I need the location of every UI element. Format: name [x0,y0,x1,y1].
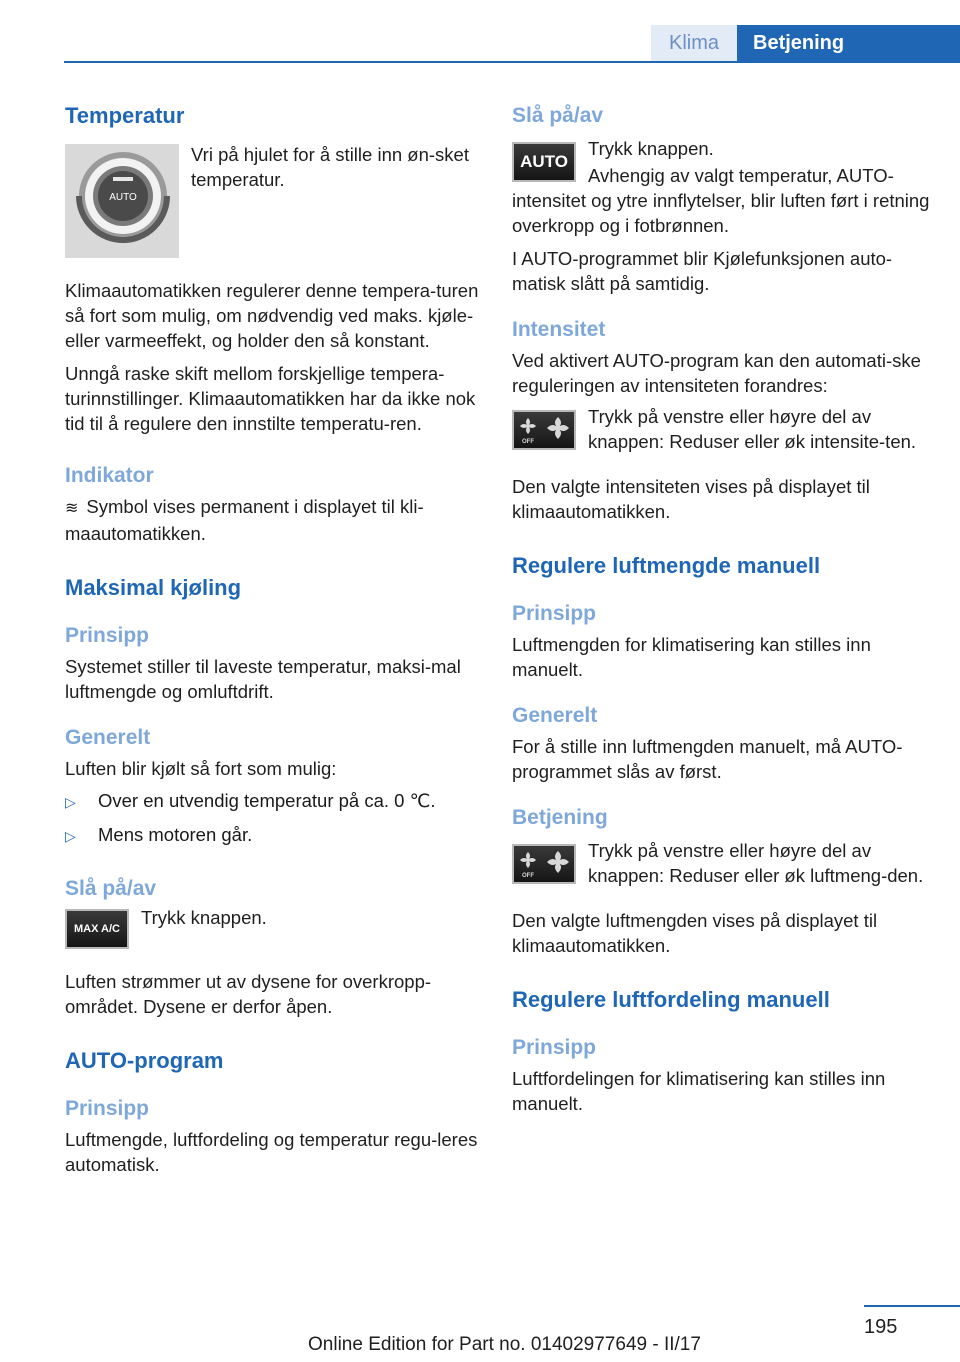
temperatur-caption: Vri på hjulet for å stille inn øn-sket temperatur. [191,144,469,190]
fan-icon [514,846,574,882]
indikator-heading: Indikator [65,464,154,487]
svg-text:OFF: OFF [522,873,534,879]
sla-pa-av-heading: Slå på/av [65,877,157,900]
lm-betjening-caption: Trykk på venstre eller høyre del av knappen: Reduser eller øk luftmeng-den. [588,840,924,886]
temperature-knob-image [65,144,179,258]
fan-icon [514,412,574,448]
prinsipp-heading: Prinsipp [65,624,150,647]
footer-edition: Online Edition for Part no. 01402977649 - II/17 [308,1334,701,1355]
lm-betjening-heading: Betjening [512,806,608,829]
header-rule [64,61,960,63]
maksimal-kjoling-heading: Maksimal kjøling [65,575,242,600]
intensitet-text: Ved aktivert AUTO-program kan den automati-ske reguleringen av intensiteten forandres: [512,350,921,396]
intensitet-heading: Intensitet [512,318,606,341]
right-sla-caption-1: Trykk knappen. [588,138,714,159]
max-ac-button-image: MAX A/C [65,909,129,949]
right-sla-paragraph-2: I AUTO-programmet blir Kjølefunksjonen auto-matisk slått på samtidig. [512,248,893,294]
left-column [65,100,480,1177]
heat-indicator-icon: ≋ [65,500,77,517]
temperatur-paragraph-1: Klimaautomatikken regulerer denne tempera-turen så fort som mulig, om nødvendig ved maks. kjøle- eller varmeeffekt, og holder den så konstant. [65,280,479,351]
lf-prinsipp-text: Luftfordelingen for klimatisering kan stilles inn manuelt. [512,1068,886,1114]
auto-prinsipp-heading: Prinsipp [65,1097,150,1120]
right-sla-pa-av-heading: Slå på/av [512,104,604,127]
temperatur-heading: Temperatur [65,103,185,128]
lf-prinsipp-heading: Prinsipp [512,1036,597,1059]
indikator-text: Symbol vises permanent i displayet til kli-maautomatikken. [65,496,424,544]
temperatur-paragraph-2: Unngå raske skift mellom forskjellige tempera-turinnstillinger. Klimaautomatikken har da ikke nok tid til å regulere den innstilte temperatu-ren. [65,363,476,434]
lm-generelt-heading: Generelt [512,704,598,727]
prinsipp-text: Systemet stiller til laveste temperatur, maksi-mal luftmengde og omluftdrift. [65,656,461,702]
auto-prinsipp-text: Luftmengde, luftfordeling og temperatur regu-leres automatisk. [65,1129,478,1175]
page-number: 195 [864,1316,898,1338]
svg-text:OFF: OFF [522,439,534,445]
lm-generelt-text: For å stille inn luftmengden manuelt, må AUTO-programmet slås av først. [512,736,903,782]
right-sla-caption-2: Avhengig av valgt temperatur, AUTO-intensitet og ytre innflytelser, blir luften ført i retning overkropp og i fotbrønnen. [512,165,930,236]
luftmengde-heading: Regulere luftmengde manuell [512,553,821,578]
intensitet-caption: Trykk på venstre eller høyre del av knappen: Reduser eller øk intensite-ten. [588,406,917,452]
list-item: ▷ Mens motoren går. [65,822,480,849]
generelt-text: Luften blir kjølt så fort som mulig: [65,758,337,779]
fan-button-image [512,844,576,884]
auto-program-heading: AUTO-program [65,1048,224,1073]
sla-pa-av-text: Luften strømmer ut av dysene for overkropp-området. Dysene er derfor åpen. [65,971,432,1017]
lm-prinsipp-text: Luftmengden for klimatisering kan stilles inn manuelt. [512,634,871,680]
list-item: ▷ Over en utvendig temperatur på ca. 0 ℃. [65,788,480,815]
fan-button-image [512,410,576,450]
lm-prinsipp-heading: Prinsipp [512,602,597,625]
luftfordeling-heading: Regulere luftfordeling manuell [512,987,830,1012]
sla-pa-av-caption: Trykk knappen. [141,907,267,928]
generelt-heading: Generelt [65,726,151,749]
right-column [512,100,930,1116]
header-chapter: Betjening [737,25,960,61]
footer-rule [864,1305,960,1307]
bullet-triangle-icon: ▷ [65,828,76,844]
bullet-triangle-icon: ▷ [65,794,76,810]
svg-text:AUTO: AUTO [109,192,137,203]
temperature-knob-icon [65,144,179,258]
header-section: Klima [651,25,737,61]
lm-paragraph-2: Den valgte luftmengden vises på displayet til klimaautomatikken. [512,910,878,956]
auto-button-image: AUTO [512,142,576,182]
intensitet-paragraph-2: Den valgte intensiteten vises på displayet til klimaautomatikken. [512,476,870,522]
